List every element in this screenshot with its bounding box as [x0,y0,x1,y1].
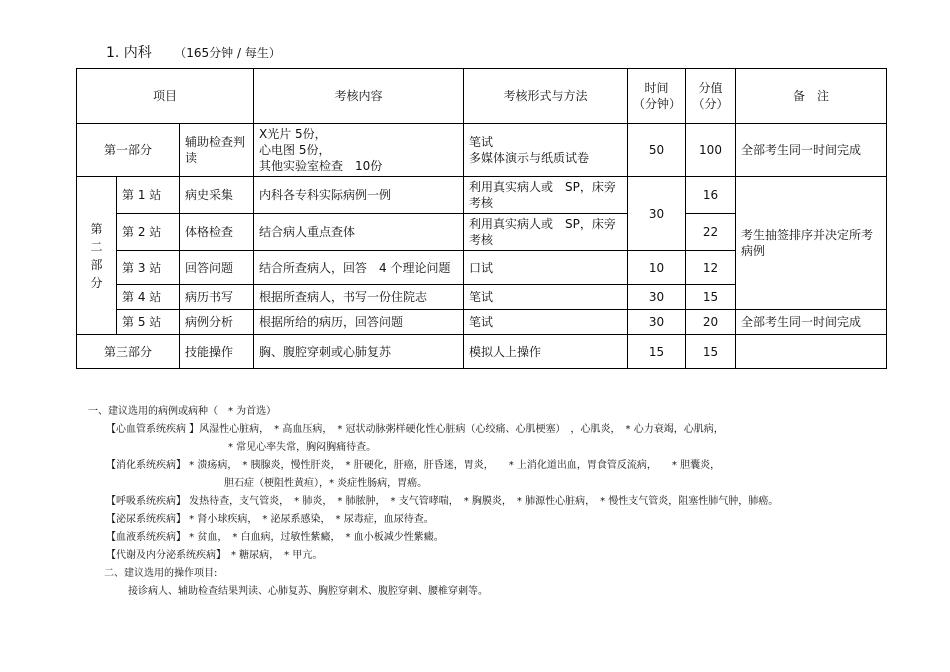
notes-uro: 【泌尿系统疾病】 * 肾小球疾病， * 泌尿系感染， * 尿毒症，血尿待查。 [106,514,434,525]
table-row-part3 [77,335,887,369]
station1-content: 内科各专科实际病例一例 [254,177,464,214]
part3-method: 模拟人上操作 [464,335,628,369]
station5-score: 20 [686,310,736,335]
notes-heading-cases: 一、建议选用的病例或病种（ * 为首选） [88,406,277,417]
station3-score: 12 [686,251,736,285]
station5-remark: 全部考生同一时间完成 [736,310,887,335]
header-content: 考核内容 [254,69,464,124]
table-row-station5 [77,310,887,335]
notes-section [88,403,778,601]
station3-method: 口试 [464,251,628,285]
part1-score: 100 [686,124,736,177]
notes-cardio-line1: 【心血管系统疾病 】风湿性心脏病， * 高血压病， * 冠状动脉粥样硬化性心脏病（心绞痛、心肌梗塞） ，心肌炎， * 心力衰竭，心肌病， [106,424,724,435]
station5-content: 根据所给的病历，回答问题 [254,310,464,335]
notes-heading-ops: 二、建议选用的操作项目: [104,568,218,579]
station4-number: 第 4 站 [117,285,180,310]
station1-number: 第 1 站 [117,177,180,214]
table-row-part1 [77,124,887,177]
part1-name: 辅助检查判读 [180,124,254,177]
part1-method: 笔试 多媒体演示与纸质试卷 [464,124,628,177]
header-time: 时间 （分钟） [628,69,686,124]
station12-time: 30 [628,177,686,251]
section-number-title: 1. 内科 [106,45,152,61]
part1-label: 第一部分 [77,124,180,177]
station5-number: 第 5 站 [117,310,180,335]
header-score: 分值 （分） [686,69,736,124]
station4-score: 15 [686,285,736,310]
station3-time: 10 [628,251,686,285]
station1-method: 利用真实病人或 SP，床旁考核 [464,177,628,214]
part2-label-cell [77,177,117,335]
header-method: 考核形式与方法 [464,69,628,124]
station4-name: 病历书写 [180,285,254,310]
part1-content: X光片 5份， 心电图 5份， 其他实验室检查 10份 [254,124,464,177]
table-header-row [77,69,887,124]
part3-content: 胸、腹腔穿刺或心肺复苏 [254,335,464,369]
header-remark: 备 注 [736,69,887,124]
part3-time: 15 [628,335,686,369]
stations1to4-remark: 考生抽签排序并决定所考病例 [736,177,887,310]
section-title [106,42,281,62]
station3-number: 第 3 站 [117,251,180,285]
station1-score: 16 [686,177,736,214]
part1-remark: 全部考生同一时间完成 [736,124,887,177]
part3-label: 第三部分 [77,335,180,369]
station4-content: 根据所查病人，书写一份住院志 [254,285,464,310]
station5-name: 病例分析 [180,310,254,335]
notes-cardio-line2: * 常见心率失常，胸闷胸痛待查。 [228,442,377,453]
station1-name: 病史采集 [180,177,254,214]
station3-content: 结合所查病人，回答 4 个理论问题 [254,251,464,285]
notes-blood: 【血液系统疾病】 * 贫血， * 白血病，过敏性紫癜， * 血小板减少性紫癜。 [106,532,444,543]
station4-method: 笔试 [464,285,628,310]
notes-endo: 【代谢及内分泌系统疾病】 * 糖尿病， * 甲亢。 [106,550,323,561]
station5-time: 30 [628,310,686,335]
notes-digest-line2: 胆石症（梗阻性黄疸），* 炎症性肠病，胃癌。 [224,478,428,489]
notes-ops: 接诊病人、辅助检查结果判读、心肺复苏、胸腔穿刺术、腹腔穿刺、腰椎穿刺等。 [128,586,488,597]
station3-name: 回答问题 [180,251,254,285]
part2-label: 第二部分 [90,221,103,290]
part3-remark [736,335,887,369]
station2-content: 结合病人重点查体 [254,214,464,251]
notes-digest-line1: 【消化系统疾病】 * 溃疡病， * 胰腺炎，慢性肝炎， * 肝硬化，肝癌，肝昏迷，胃炎， * 上消化道出血，胃食管反流病， * 胆囊炎， [106,460,721,471]
station2-score: 22 [686,214,736,251]
part3-name: 技能操作 [180,335,254,369]
notes-resp: 【呼吸系统疾病】 发热待查，支气管炎， * 肺炎， * 肺脓肿， * 支气管哮喘， * 胸膜炎， * 肺源性心脏病， * 慢性支气管炎，阻塞性肺气肿，肺癌。 [106,496,779,507]
exam-table [76,68,887,369]
part1-time: 50 [628,124,686,177]
station4-time: 30 [628,285,686,310]
station2-number: 第 2 站 [117,214,180,251]
part3-score: 15 [686,335,736,369]
station2-method: 利用真实病人或 SP，床旁考核 [464,214,628,251]
section-time-note: （165分钟 / 每生） [174,46,281,60]
station5-method: 笔试 [464,310,628,335]
header-item: 项目 [77,69,254,124]
station2-name: 体格检查 [180,214,254,251]
table-row-station1 [77,177,887,214]
